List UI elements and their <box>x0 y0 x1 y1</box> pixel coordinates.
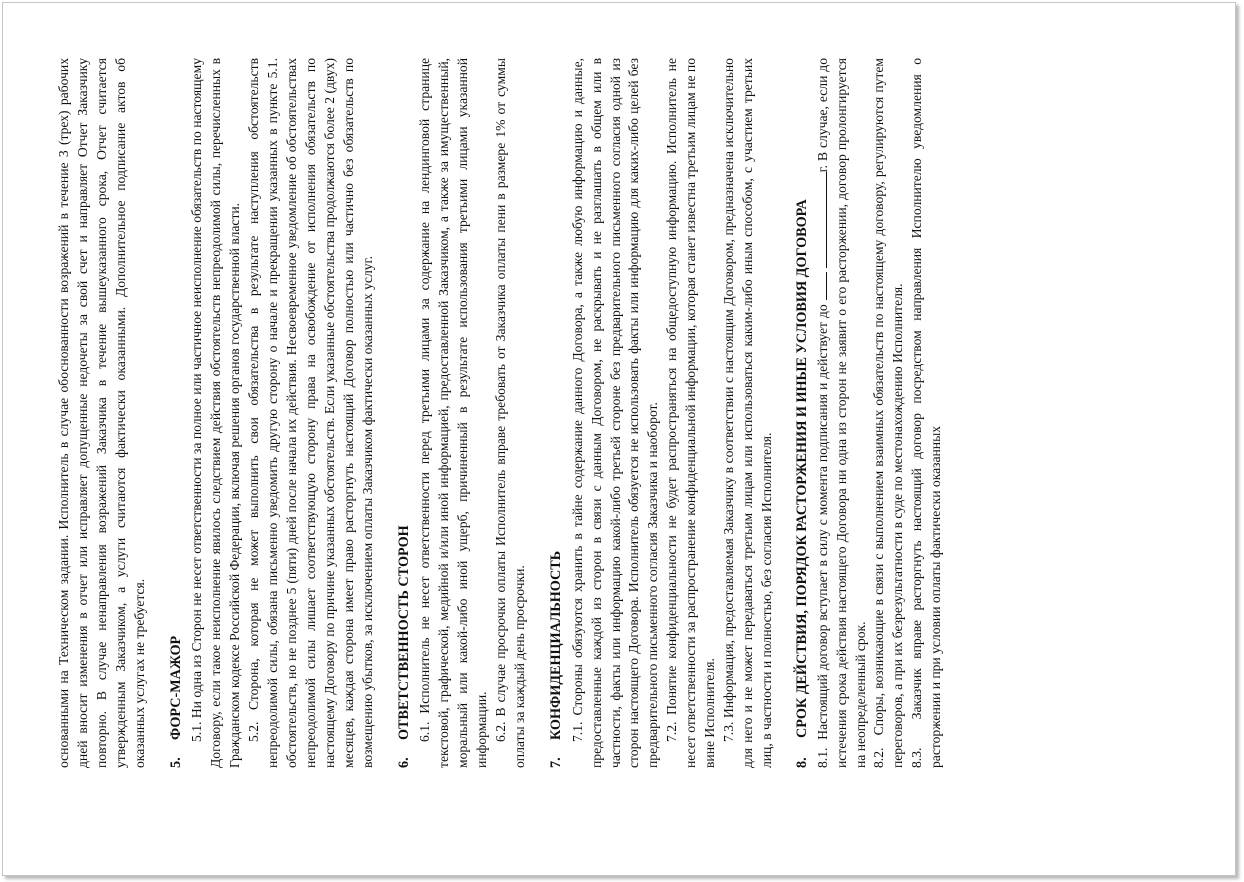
section-heading-liability <box>395 58 414 768</box>
clause-number: 5.1. <box>189 721 205 742</box>
section-heading-term <box>794 58 811 768</box>
clause-number: 7.3. <box>721 721 736 742</box>
section-number: 5. <box>167 757 184 768</box>
clause-text: В случае просрочки оплаты Исполнитель вправе требовать от Заказчика оплаты пени в размере 1% от суммы оплаты за каждый день просрочки. <box>493 58 527 768</box>
clause-number: 7.1. <box>569 721 585 742</box>
clause-number: 8.3. <box>909 747 925 768</box>
rotated-page-content <box>55 58 1236 768</box>
clause-number: 6.2. <box>493 721 509 742</box>
clause-6-1 <box>416 58 492 768</box>
section-heading-force-majeure <box>167 58 186 768</box>
clause-text: Информация, предоставляемая Заказчику в соответствии с настоящим Договором, предназначена исключительно для него и не может передаваться третьим лицам или использоваться каким-либо иным способом, с участием третьих лиц, в частности и полностью, без согласия Исполнителя. <box>721 58 774 768</box>
clause-number: 5.2. <box>246 721 262 742</box>
clause-6-2 <box>492 58 530 768</box>
clause-8-3 <box>908 58 946 768</box>
clause-number: 6.1. <box>417 721 433 742</box>
paragraph-continuation: основанными на Техническом задании. Исполнитель в случае обоснованности возражений в течение 3 (трех) рабочих дней вносит изменения в отчет или исправляет допущенные недочеты за свой счет и направляет Отчет Заказчику повторно. В случае ненаправления возражений Заказчика в течение вышеуказанного срока, Отчет считается утвержденным Заказчиком, а услуги считаются фактически оказанными. Дополнительное подписание актов об оказанных услугах не требуется. <box>56 58 147 768</box>
section-heading-confidentiality <box>547 58 566 768</box>
clause-8-2 <box>870 58 908 768</box>
clause-7-1 <box>569 58 664 768</box>
clause-text: Заказчик вправе расторгнуть настоящий договор посредством направления Исполнителю уведомления о расторжении и при условии оплаты фактически оказанных <box>909 58 944 768</box>
section-title: КОНФИДЕНЦИАЛЬНОСТЬ <box>547 550 564 740</box>
section-number: 6. <box>395 757 412 768</box>
document-page <box>2 2 1236 876</box>
clause-text: Исполнитель не несет ответственности перед третьими лицами за содержание на лендинговой странице текстовой, графической, медийной и/или иной информацией, предоставленной Заказчиком, а также за имущественный, моральный или какой-либо иной ущерб, причиненный в результате использования третьими лицами указанной информации. <box>417 57 490 768</box>
clause-text: Стороны обязуются хранить в тайне содержание данного Договора, а также любую информацию и данные, предоставленные каждой из сторон в связи с данным Договором, не раскрывать и не разглашать в общем или в частности, факты или информацию какой-либо третьей стороне без предварительного письменного согласия одной из сторон настоящего Договора. Исполнитель обязуется не использовать факты или информацию для каких-либо целей без предварительного письменного согласия Заказчика и наоборот. <box>569 58 661 768</box>
clause-number: 8.1. <box>814 747 830 768</box>
section-number: 7. <box>547 757 564 768</box>
document-body <box>55 58 946 768</box>
date-blank <box>815 272 827 300</box>
clause-text: Настоящий договор вступает в силу с момента подписания и действует до <box>814 304 830 740</box>
clause-text-continued: г. В случае, если до истечения срока действия настоящего Договора ни одна из сторон не заявит о его расторжении, договор пролонгируется на неопределенный срок. <box>814 57 868 768</box>
clause-text: Споры, возникающие в связи с выполнением взаимных обязательств по настоящему договору, регулируются путем переговоров, а при их безрезультатности в суде по местонахождению Исполнителя. <box>871 58 906 768</box>
section-title: СРОК ДЕЙСТВИЯ, ПОРЯДОК РАСТОРЖЕНИЯ И ИНЫЕ УСЛОВИЯ ДОГОВОРА <box>793 199 810 738</box>
clause-8-1 <box>814 58 871 768</box>
date-blank-line <box>814 172 827 268</box>
clause-number: 8.2. <box>871 747 887 768</box>
clause-text: Сторона, которая не может выполнить свои обязательства в результате наступления обстоятельств непреодолимой силы, обязана письменно уведомить другую сторону о начале и прекращении указанных в пункте 5.1. обстоятельств, но не позднее 5 (пяти) дней после начала их действия. Несвоевременное уведомление об обстоятельствах непреодолимой силы лишает соответствующую сторону права на освобождение от исполнения обязательств по настоящему Договору по причине указанных обстоятельств. Если указанные обстоятельства продолжаются более 2 (двух) месяцев, каждая сторона имеет право расторгнуть настоящий Договор полностью или частично без обязательств по возмещению убытков, за исключением оплаты Заказчиком фактически оказанных услуг. <box>246 58 375 768</box>
clause-number: 7.2. <box>664 721 680 742</box>
section-number: 8. <box>793 757 810 768</box>
clause-7-2 <box>663 58 720 768</box>
clause-text: Ни одна из Сторон не несет ответственности за полное или частичное неисполнение обязательств по настоящему Договору, если такое неисполнение явилось следствием действия обстоятельств непреодолимой силы, перечисленных в Гражданском кодексе Российской Федерации, включая решения органов государственной власти. <box>189 58 243 768</box>
clause-text: Понятие конфиденциальности не будет распространяться на общедоступную информацию. Исполнитель не несет ответственности за распространение конфиденциальной информации, которая станет известна третьим лицам не по вине Исполнителя. <box>664 58 718 768</box>
clause-5-2 <box>245 58 377 768</box>
section-title: ФОРС-МАЖОР <box>167 635 184 740</box>
clause-5-1 <box>188 58 245 768</box>
section-title: ОТВЕТСТВЕННОСТЬ СТОРОН <box>395 525 412 740</box>
clause-7-3 <box>720 58 777 768</box>
